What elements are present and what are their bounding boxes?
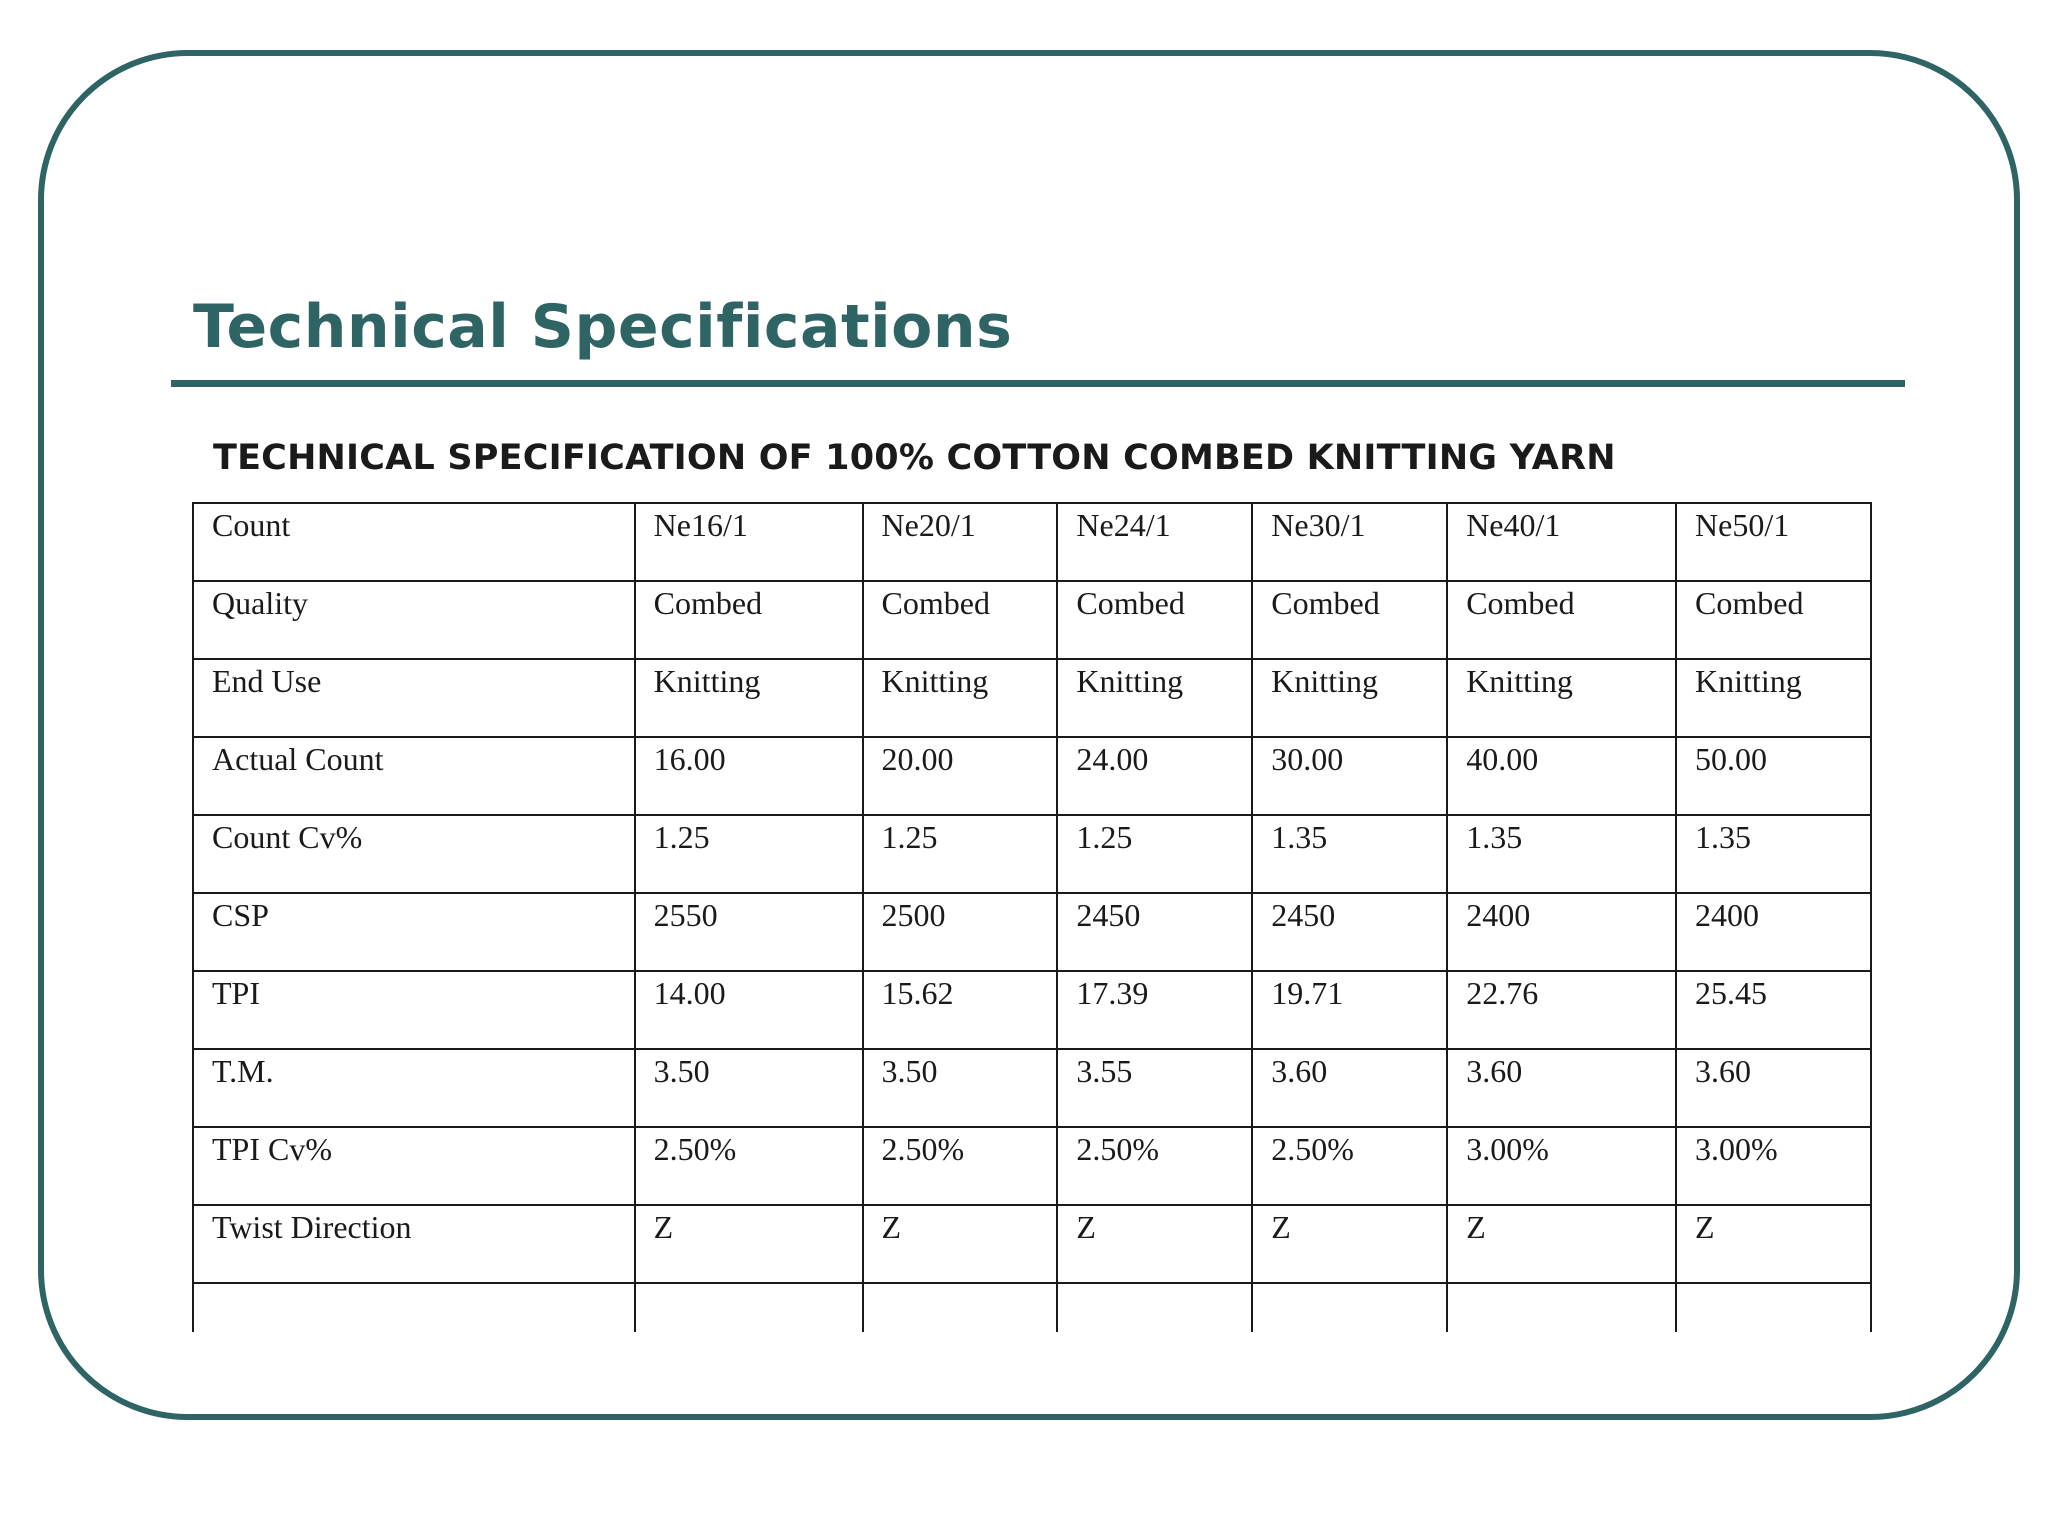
table-cell: 22.76 <box>1447 971 1676 1049</box>
table-cell: 3.00% <box>1676 1127 1871 1205</box>
table-cell: 2.50% <box>1252 1127 1447 1205</box>
spec-table-body <box>193 503 1871 1332</box>
table-cell: 2400 <box>1447 893 1676 971</box>
table-cell: Z <box>635 1205 863 1283</box>
table-cell: 1.35 <box>1252 815 1447 893</box>
row-label: CSP <box>193 893 635 971</box>
table-row <box>193 1127 1871 1205</box>
table-cell: 2500 <box>863 893 1058 971</box>
table-cell: 3.50 <box>863 1049 1058 1127</box>
table-cell: 3.60 <box>1447 1049 1676 1127</box>
table-cell: Ne20/1 <box>863 503 1058 581</box>
table-cell <box>1057 1283 1252 1332</box>
table-cell: 50.00 <box>1676 737 1871 815</box>
table-row <box>193 581 1871 659</box>
table-cell: 1.25 <box>635 815 863 893</box>
row-label: Count Cv% <box>193 815 635 893</box>
table-cell: Combed <box>863 581 1058 659</box>
table-cell: 17.39 <box>1057 971 1252 1049</box>
table-cell: 2450 <box>1057 893 1252 971</box>
table-cell: Combed <box>1676 581 1871 659</box>
table-cell: 2.50% <box>1057 1127 1252 1205</box>
table-cell: 14.00 <box>635 971 863 1049</box>
table-cell: Ne24/1 <box>1057 503 1252 581</box>
table-cell: Ne40/1 <box>1447 503 1676 581</box>
table-cell: Combed <box>1252 581 1447 659</box>
table-cell: 1.35 <box>1676 815 1871 893</box>
row-label: T.M. <box>193 1049 635 1127</box>
table-cell: Knitting <box>1057 659 1252 737</box>
table-cell: 1.35 <box>1447 815 1676 893</box>
table-row <box>193 815 1871 893</box>
row-label: Twist Direction <box>193 1205 635 1283</box>
table-cell: 3.60 <box>1252 1049 1447 1127</box>
table-cell: Knitting <box>635 659 863 737</box>
table-cell: 1.25 <box>863 815 1058 893</box>
table-cell: 24.00 <box>1057 737 1252 815</box>
table-cell: 2450 <box>1252 893 1447 971</box>
table-cell: Combed <box>1057 581 1252 659</box>
table-cell <box>635 1283 863 1332</box>
table-cell: Ne30/1 <box>1252 503 1447 581</box>
table-cell: 2.50% <box>863 1127 1058 1205</box>
table-cell: Z <box>1447 1205 1676 1283</box>
table-cell: Knitting <box>1447 659 1676 737</box>
table-heading: TECHNICAL SPECIFICATION OF 100% COTTON COMBED KNITTING YARN <box>213 438 1616 478</box>
table-cell: 2.50% <box>635 1127 863 1205</box>
row-label: Actual Count <box>193 737 635 815</box>
table-cell: 3.50 <box>635 1049 863 1127</box>
table-row <box>193 971 1871 1049</box>
row-label: Count <box>193 503 635 581</box>
table-cell: 3.55 <box>1057 1049 1252 1127</box>
table-cell: 2550 <box>635 893 863 971</box>
table-cell: Knitting <box>1676 659 1871 737</box>
table-cell: 19.71 <box>1252 971 1447 1049</box>
row-label: TPI Cv% <box>193 1127 635 1205</box>
table-cell: 3.60 <box>1676 1049 1871 1127</box>
table-cell: 16.00 <box>635 737 863 815</box>
row-label: TPI <box>193 971 635 1049</box>
table-cell: 25.45 <box>1676 971 1871 1049</box>
table-cell <box>1252 1283 1447 1332</box>
table-row <box>193 1283 1871 1332</box>
table-cell: 30.00 <box>1252 737 1447 815</box>
spec-table <box>192 502 1872 1332</box>
table-cell: Z <box>1676 1205 1871 1283</box>
table-cell: Combed <box>1447 581 1676 659</box>
row-label: End Use <box>193 659 635 737</box>
table-cell: Ne50/1 <box>1676 503 1871 581</box>
table-cell: Z <box>1252 1205 1447 1283</box>
slide-title: Technical Specifications <box>193 292 1013 362</box>
table-cell: 2400 <box>1676 893 1871 971</box>
table-row <box>193 503 1871 581</box>
table-cell <box>1447 1283 1676 1332</box>
table-cell: 20.00 <box>863 737 1058 815</box>
row-label: Quality <box>193 581 635 659</box>
table-cell: Z <box>863 1205 1058 1283</box>
table-cell: 40.00 <box>1447 737 1676 815</box>
table-row <box>193 659 1871 737</box>
table-cell: 15.62 <box>863 971 1058 1049</box>
table-cell: Ne16/1 <box>635 503 863 581</box>
spec-table-container <box>192 502 1872 1332</box>
table-cell <box>863 1283 1058 1332</box>
table-row <box>193 1205 1871 1283</box>
row-label <box>193 1283 635 1332</box>
table-cell: 3.00% <box>1447 1127 1676 1205</box>
title-underline <box>171 380 1905 387</box>
table-cell: Z <box>1057 1205 1252 1283</box>
table-cell: Combed <box>635 581 863 659</box>
table-row <box>193 1049 1871 1127</box>
table-cell: Knitting <box>863 659 1058 737</box>
table-row <box>193 893 1871 971</box>
table-cell: Knitting <box>1252 659 1447 737</box>
table-cell: 1.25 <box>1057 815 1252 893</box>
table-row <box>193 737 1871 815</box>
table-cell <box>1676 1283 1871 1332</box>
